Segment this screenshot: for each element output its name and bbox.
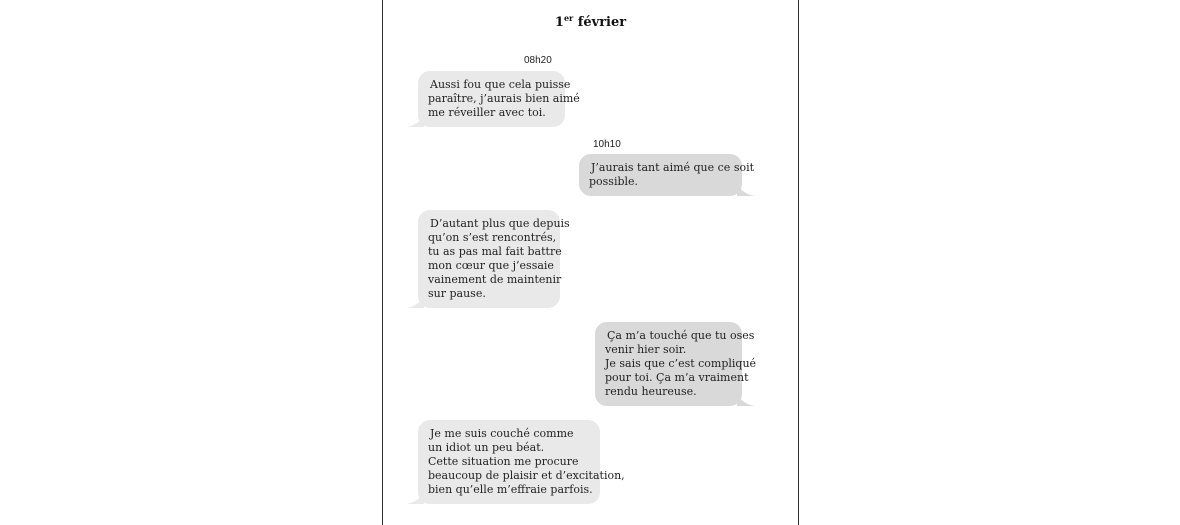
date-month: février [577,15,627,30]
message-line: un idiot un peu béat. [428,441,545,454]
message-line: rendu heureuse. [605,385,697,398]
bubble-tail-icon [406,490,424,504]
message-line: possible. [589,175,639,188]
message-line: beaucoup de plaisir et d’excitation, [428,469,625,482]
message-line: pour toi. Ça m’a vraiment [605,371,749,384]
message-line: Je me suis couché comme [430,427,574,440]
message-bubble-sent [579,154,755,196]
message-line: me réveiller avec toi. [428,106,546,119]
message-line: venir hier soir. [605,343,687,356]
message-line: Aussi fou que cela puisse [430,78,571,91]
message-line: D’autant plus que depuis [430,217,570,230]
timestamp-first: 08h20 [524,55,552,66]
message-bubble-received [418,420,625,504]
bubble-tail-icon [406,113,424,127]
message-page [382,0,799,525]
message-line: qu’on s’est rencontrés, [428,231,557,244]
message-line: J’aurais tant aimé que ce soit [591,161,755,174]
message-bubble-sent [595,322,757,406]
message-line: paraître, j’aurais bien aimé [428,92,580,105]
message-bubble-received [418,71,580,127]
timestamp-second: 10h10 [593,139,621,150]
message-line: Je sais que c’est compliqué [605,357,757,370]
message-line: tu as pas mal fait battre [428,245,562,258]
date-day: 1 [554,15,564,30]
message-bubble-received [418,210,570,308]
message-line: bien qu’elle m’effraie parfois. [428,483,593,496]
message-line: sur pause. [428,287,486,300]
message-line: Ça m’a touché que tu oses [607,329,755,342]
message-line: mon cœur que j’essaie [428,259,554,272]
message-line: vainement de maintenir [428,273,562,286]
bubble-tail-icon [406,294,424,308]
conversation-date [383,13,798,30]
bubble-tail-icon [737,182,755,196]
bubble-tail-icon [737,392,755,406]
date-day-suffix: er [563,13,574,23]
message-line: Cette situation me procure [428,455,579,468]
